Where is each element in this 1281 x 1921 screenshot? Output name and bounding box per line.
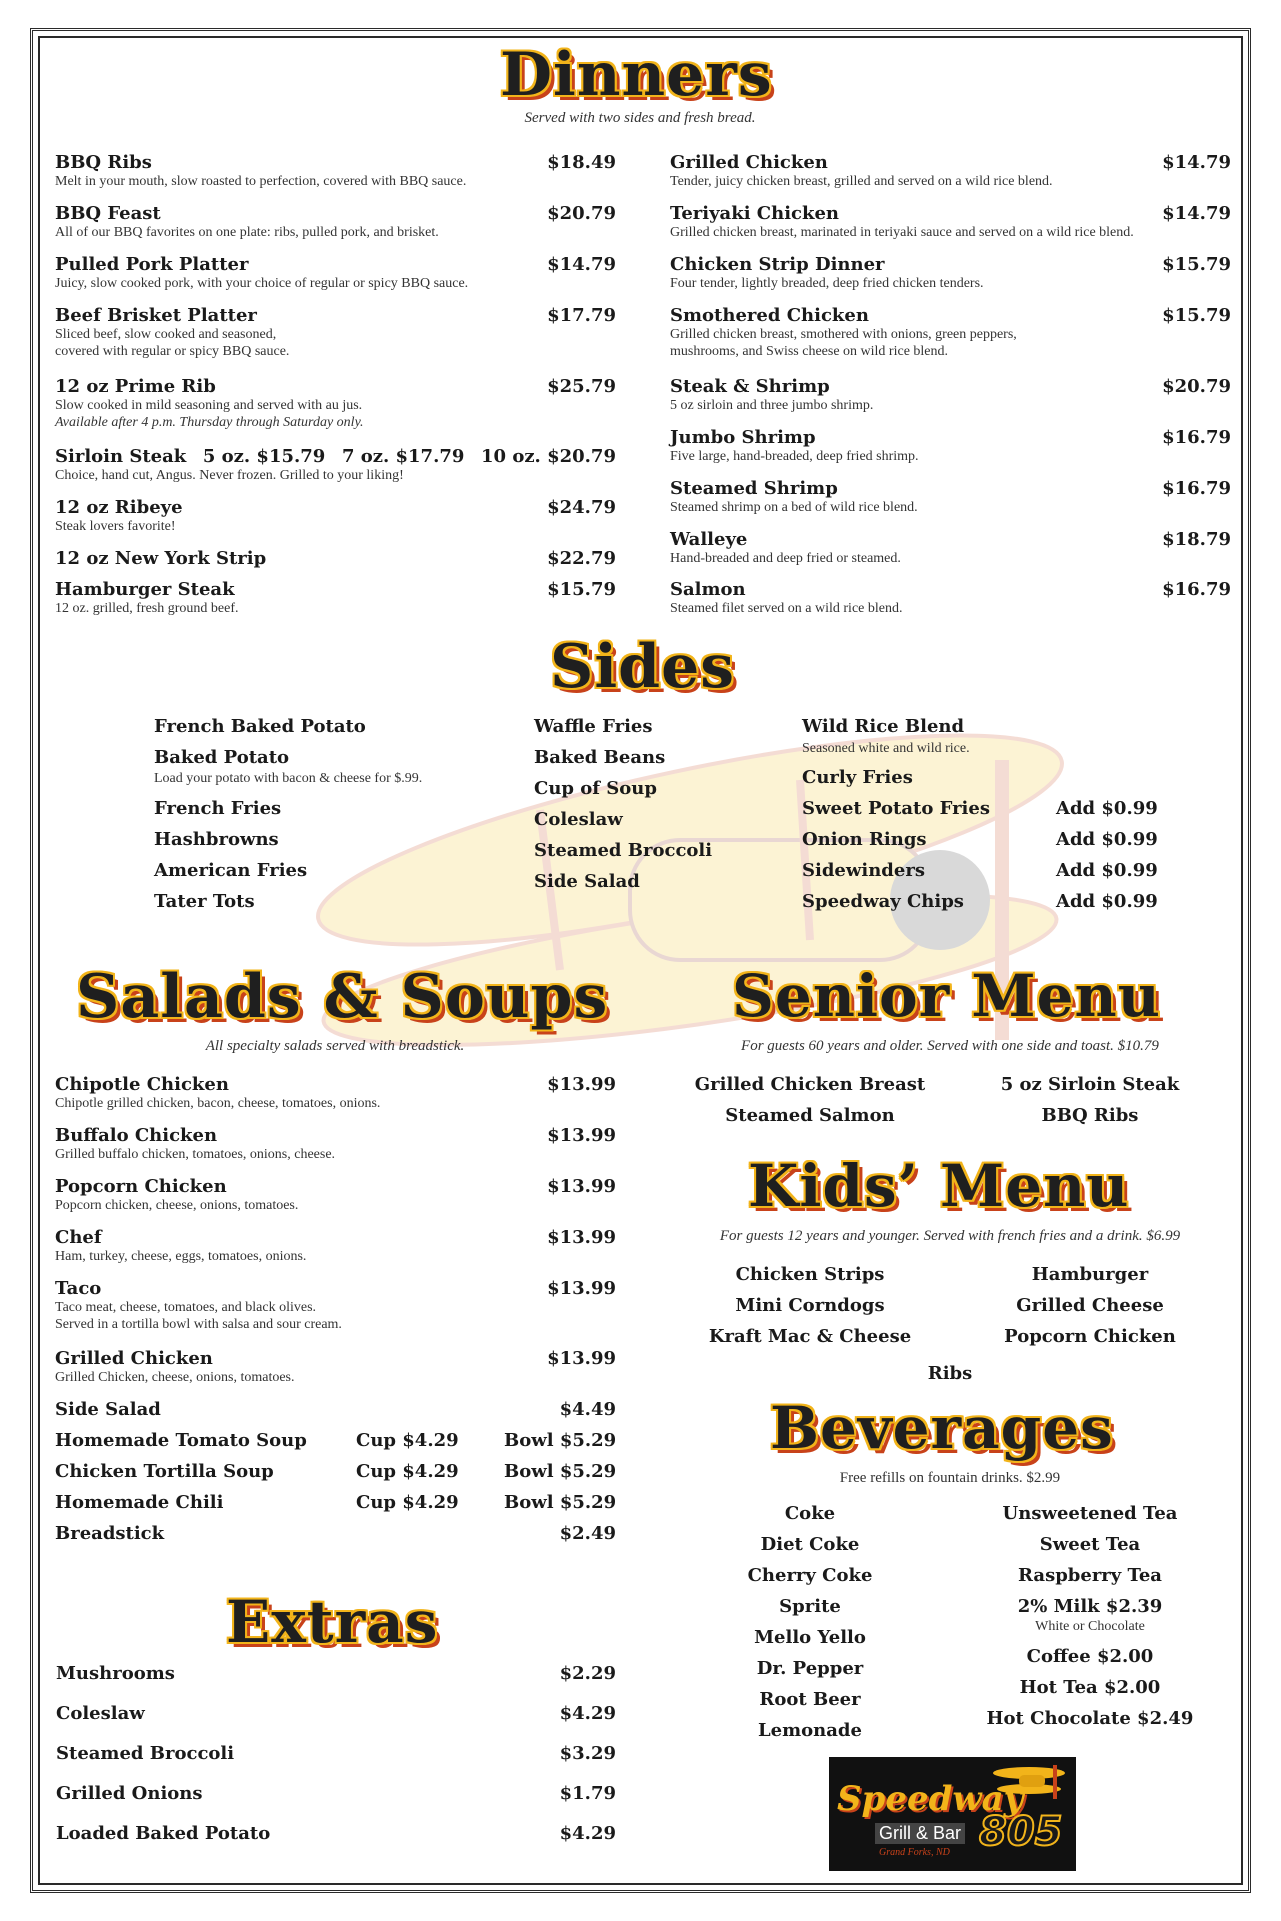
- dinner-item-price: $25.79: [547, 376, 616, 397]
- logo-grill-bar-text: Grill & Bar: [875, 1823, 965, 1844]
- salad-item-name: Chef: [55, 1227, 102, 1248]
- kids-item: Ribs: [927, 1363, 973, 1384]
- dinner-item-price: $16.79: [1162, 427, 1231, 448]
- extra-item-price: $2.29: [559, 1663, 616, 1684]
- dinner-item-price: $15.79: [1162, 254, 1231, 275]
- dinner-item-price: $16.79: [1162, 579, 1231, 600]
- salad-item: [55, 1348, 616, 1386]
- dinner-item: [670, 203, 1231, 241]
- kids-item: Grilled Cheese: [1016, 1295, 1164, 1316]
- dinner-item-description: Melt in your mouth, slow roasted to perfection, covered with BBQ sauce.: [55, 174, 467, 189]
- dinner-item: [55, 579, 616, 617]
- extra-item-name: Coleslaw: [56, 1703, 145, 1724]
- dinner-item-row: [55, 203, 616, 224]
- salad-item-description: Popcorn chicken, cheese, onions, tomatoes.: [55, 1198, 299, 1213]
- extras-heading: Extras: [226, 1588, 439, 1656]
- side-item: Cup of Soup: [534, 778, 657, 799]
- dinner-item-description: Slow cooked in mild seasoning and served with au jus.: [55, 398, 363, 413]
- dinner-item-name: Beef Brisket Platter: [55, 305, 257, 326]
- dinner-item-price: $15.79: [1162, 305, 1231, 326]
- dinner-item-price: $18.49: [547, 152, 616, 173]
- senior-menu-heading: Senior Menu: [732, 962, 1161, 1030]
- dinner-item: [55, 305, 616, 360]
- dinner-item: [670, 427, 1231, 465]
- dinner-item-row: [670, 305, 1231, 326]
- breadstick-name: Breadstick: [55, 1523, 165, 1544]
- dinner-item-row: [55, 579, 616, 600]
- dinner-item-name: Walleye: [670, 529, 748, 550]
- side-item: Onion Rings: [802, 829, 927, 850]
- dinner-item-description: covered with regular or spicy BBQ sauce.: [55, 344, 290, 359]
- dinner-item-description: Juicy, slow cooked pork, with your choice of regular or spicy BBQ sauce.: [55, 276, 469, 291]
- side-addon-price: Add $0.99: [1056, 860, 1158, 881]
- dinner-item-price: $14.79: [547, 254, 616, 275]
- extra-item-name: Loaded Baked Potato: [56, 1823, 271, 1844]
- side-addon-price: Add $0.99: [1056, 891, 1158, 912]
- dinner-option-price: 5 oz. $15.79: [202, 446, 326, 467]
- beverage-item: Mello Yello: [754, 1627, 866, 1648]
- dinner-item: [670, 254, 1231, 292]
- extra-item-price: $1.79: [559, 1783, 616, 1804]
- beverage-item: Hot Chocolate $2.49: [986, 1708, 1194, 1729]
- dinner-item: [670, 305, 1231, 360]
- side-item: Wild Rice Blend: [802, 716, 965, 737]
- beverage-item: Coffee $2.00: [1026, 1646, 1154, 1667]
- dinner-item: [670, 478, 1231, 516]
- dinner-item-price: $14.79: [1162, 203, 1231, 224]
- salad-item-description: Chipotle grilled chicken, bacon, cheese, tomatoes, onions.: [55, 1096, 381, 1111]
- salad-item-name: Buffalo Chicken: [55, 1125, 218, 1146]
- dinner-item-description: Grilled chicken breast, smothered with onions, green peppers,: [670, 327, 1017, 342]
- dinner-item-price: $24.79: [547, 497, 616, 518]
- kids-menu-heading: Kids’ Menu: [748, 1152, 1130, 1220]
- dinner-item-note: Available after 4 p.m. Thursday through Saturday only.: [55, 415, 364, 430]
- extra-item-name: Steamed Broccoli: [56, 1743, 235, 1764]
- salad-item-row: [55, 1176, 616, 1197]
- beverage-item: Root Beer: [759, 1689, 861, 1710]
- side-item-note: Seasoned white and wild rice.: [802, 741, 970, 756]
- salad-item-row: [55, 1227, 616, 1248]
- dinner-item-name: 12 oz New York Strip: [55, 548, 267, 569]
- dinner-item-name: Sirloin Steak: [55, 446, 187, 467]
- dinner-item-name: Salmon: [670, 579, 746, 600]
- salad-item-name: Grilled Chicken: [55, 1348, 213, 1369]
- salad-item-row: [55, 1125, 616, 1146]
- dinner-item-name: Steamed Shrimp: [670, 478, 838, 499]
- dinner-item-row: [55, 446, 616, 467]
- dinner-item-description: Five large, hand-breaded, deep fried shrimp.: [670, 449, 919, 464]
- dinner-item-row: [670, 579, 1231, 600]
- dinner-item-price: $14.79: [1162, 152, 1231, 173]
- salad-item-price: $13.99: [547, 1278, 616, 1299]
- salad-item-price: $13.99: [547, 1074, 616, 1095]
- dinner-item-row: [55, 305, 616, 326]
- dinner-option-price: 10 oz. $20.79: [481, 446, 616, 467]
- beverages-heading: Beverages: [770, 1394, 1114, 1462]
- side-item: Side Salad: [534, 871, 640, 892]
- extra-item-name: Grilled Onions: [56, 1783, 203, 1804]
- dinner-item-row: [670, 529, 1231, 550]
- side-item: Baked Potato: [154, 747, 290, 768]
- beverages-subtitle: Free refills on fountain drinks. $2.99: [839, 1470, 1061, 1486]
- soup-cup-price: Cup $4.29: [356, 1461, 459, 1482]
- beverage-item: Dr. Pepper: [756, 1658, 864, 1679]
- salad-item: [55, 1074, 616, 1112]
- side-item: Curly Fries: [802, 767, 913, 788]
- dinner-item: [670, 579, 1231, 617]
- kids-subtitle: For guests 12 years and younger. Served with french fries and a drink. $6.99: [719, 1228, 1181, 1244]
- beverage-item: Hot Tea $2.00: [1019, 1677, 1161, 1698]
- dinner-item-name: BBQ Ribs: [55, 152, 152, 173]
- salad-item-name: Chipotle Chicken: [55, 1074, 229, 1095]
- dinner-item-name: Pulled Pork Platter: [55, 254, 249, 275]
- salad-item-description: Taco meat, cheese, tomatoes, and black olives.: [55, 1300, 317, 1315]
- salad-item-description: Ham, turkey, cheese, eggs, tomatoes, onions.: [55, 1249, 307, 1264]
- side-item: Coleslaw: [534, 809, 623, 830]
- dinner-item: [670, 376, 1231, 414]
- dinner-item-price: $16.79: [1162, 478, 1231, 499]
- side-item: Baked Beans: [534, 747, 666, 768]
- dinner-option-price: 7 oz. $17.79: [341, 446, 465, 467]
- salad-item-description: Grilled Chicken, cheese, onions, tomatoes.: [55, 1370, 295, 1385]
- dinner-item-name: 12 oz Prime Rib: [55, 376, 216, 397]
- soup-bowl-price: Bowl $5.29: [504, 1430, 617, 1451]
- side-item: American Fries: [154, 860, 308, 881]
- dinner-item-price: $17.79: [547, 305, 616, 326]
- dinner-item-description: 5 oz sirloin and three jumbo shrimp.: [670, 398, 874, 413]
- salad-item-description: Grilled buffalo chicken, tomatoes, onions, cheese.: [55, 1147, 336, 1162]
- side-item: French Baked Potato: [154, 716, 366, 737]
- dinner-item-row: [670, 203, 1231, 224]
- dinner-item-description: Sliced beef, slow cooked and seasoned,: [55, 327, 277, 342]
- dinner-item: [55, 152, 616, 190]
- senior-subtitle: For guests 60 years and older. Served with one side and toast. $10.79: [741, 1038, 1159, 1054]
- beverage-item: Diet Coke: [760, 1534, 860, 1555]
- salad-item: [55, 1278, 616, 1333]
- extra-item-price: $3.29: [559, 1743, 616, 1764]
- senior-item: BBQ Ribs: [1041, 1105, 1139, 1126]
- beverage-item: Sweet Tea: [1039, 1534, 1141, 1555]
- kids-item: Chicken Strips: [735, 1264, 885, 1285]
- beverage-item: Raspberry Tea: [1018, 1565, 1162, 1586]
- salad-item-name: Taco: [55, 1278, 102, 1299]
- dinner-item-description: All of our BBQ favorites on one plate: ribs, pulled pork, and brisket.: [55, 225, 439, 240]
- salad-item: [55, 1227, 616, 1265]
- breadstick-price: $2.49: [559, 1523, 616, 1544]
- beverage-item: Cherry Coke: [747, 1565, 873, 1586]
- salad-item-price: $13.99: [547, 1227, 616, 1248]
- dinner-item-description: Four tender, lightly breaded, deep fried chicken tenders.: [670, 276, 984, 291]
- beverage-item: Sprite: [779, 1596, 841, 1617]
- beverage-item: Lemonade: [758, 1720, 862, 1741]
- salad-item-price: $13.99: [547, 1176, 616, 1197]
- salad-item: [55, 1399, 616, 1420]
- dinner-item: [55, 254, 616, 292]
- dinner-item-description: Steamed filet served on a wild rice blend.: [670, 601, 903, 616]
- dinner-item-description: mushrooms, and Swiss cheese on wild rice blend.: [670, 344, 949, 359]
- dinner-item-price: $22.79: [547, 548, 616, 569]
- salad-item: [55, 1176, 616, 1214]
- salads-subtitle: All specialty salads served with breadstick.: [205, 1038, 465, 1054]
- senior-item: Steamed Salmon: [725, 1105, 895, 1126]
- dinner-item: [55, 446, 616, 484]
- soup-cup-price: Cup $4.29: [356, 1492, 459, 1513]
- side-item: Steamed Broccoli: [534, 840, 713, 861]
- side-item: French Fries: [154, 798, 282, 819]
- dinner-item-row: [55, 497, 616, 518]
- dinner-item-description: Hand-breaded and deep fried or steamed.: [670, 551, 901, 566]
- milk-note: White or Chocolate: [1035, 1619, 1145, 1634]
- dinner-item-row: [670, 376, 1231, 397]
- dinner-item: [670, 529, 1231, 567]
- kids-item: Hamburger: [1031, 1264, 1149, 1285]
- soup-cup-price: Cup $4.29: [356, 1430, 459, 1451]
- logo-number-text: 805: [979, 1809, 1063, 1855]
- salad-item: [55, 1125, 616, 1163]
- extra-item-price: $4.29: [559, 1703, 616, 1724]
- salad-item-row: [55, 1348, 616, 1369]
- dinner-item-row: [670, 478, 1231, 499]
- sides-heading: Sides: [550, 632, 736, 702]
- dinner-item-name: 12 oz Ribeye: [55, 497, 183, 518]
- kids-item: Mini Corndogs: [735, 1295, 885, 1316]
- side-item-note: Load your potato with bacon & cheese for $.99.: [154, 771, 423, 786]
- dinner-item-price: $18.79: [1162, 529, 1231, 550]
- speedway-logo: [829, 1757, 1076, 1871]
- dinner-item-name: BBQ Feast: [55, 203, 161, 224]
- dinner-item-row: [670, 427, 1231, 448]
- dinner-item: [55, 376, 616, 431]
- dinner-item-row: [55, 376, 616, 397]
- dinners-subtitle: Served with two sides and fresh bread.: [524, 110, 756, 126]
- salad-item-name: Popcorn Chicken: [55, 1176, 227, 1197]
- dinner-item: [55, 548, 616, 569]
- side-item: Hashbrowns: [154, 829, 279, 850]
- dinner-item-name: Jumbo Shrimp: [670, 427, 816, 448]
- dinner-item-description: Choice, hand cut, Angus. Never frozen. Grilled to your liking!: [55, 468, 404, 483]
- extra-item-price: $4.29: [559, 1823, 616, 1844]
- side-item: Sidewinders: [802, 860, 925, 881]
- side-addon-price: Add $0.99: [1056, 798, 1158, 819]
- soup-bowl-price: Bowl $5.29: [504, 1492, 617, 1513]
- dinner-item: [55, 203, 616, 241]
- dinner-item-row: [670, 254, 1231, 275]
- dinner-item-row: [55, 254, 616, 275]
- dinner-item: [55, 497, 616, 535]
- dinner-item-price: $20.79: [547, 203, 616, 224]
- salads-soups-heading: Salads & Soups: [76, 962, 609, 1032]
- dinner-item-row: [670, 152, 1231, 173]
- beverage-item: 2% Milk $2.39: [1017, 1596, 1163, 1617]
- dinner-item-description: Tender, juicy chicken breast, grilled and served on a wild rice blend.: [670, 174, 1053, 189]
- side-item: Speedway Chips: [802, 891, 964, 912]
- dinner-item-row: [55, 152, 616, 173]
- soup-item-name: Homemade Tomato Soup: [55, 1430, 307, 1451]
- senior-item: 5 oz Sirloin Steak: [1000, 1074, 1180, 1095]
- dinner-item-price: $20.79: [1162, 376, 1231, 397]
- salad-item-price: $13.99: [547, 1348, 616, 1369]
- salad-item-row: [55, 1074, 616, 1095]
- dinner-item-name: Grilled Chicken: [670, 152, 828, 173]
- dinner-item: [670, 152, 1231, 190]
- dinner-item-name: Chicken Strip Dinner: [670, 254, 885, 275]
- salad-item-description: Served in a tortilla bowl with salsa and sour cream.: [55, 1317, 342, 1332]
- side-item: Waffle Fries: [534, 716, 653, 737]
- kids-item: Kraft Mac & Cheese: [708, 1326, 912, 1347]
- salad-item-price: $13.99: [547, 1125, 616, 1146]
- extra-item-name: Mushrooms: [56, 1663, 175, 1684]
- side-item: Tater Tots: [154, 891, 255, 912]
- dinner-item-description: Steamed shrimp on a bed of wild rice blend.: [670, 500, 918, 515]
- salad-item-price: $4.49: [559, 1399, 616, 1420]
- logo-speedway-text: Speedway: [837, 1779, 1024, 1819]
- side-addon-price: Add $0.99: [1056, 829, 1158, 850]
- dinner-item-row: [55, 548, 616, 569]
- dinner-item-description: Steak lovers favorite!: [55, 519, 176, 534]
- kids-item: Popcorn Chicken: [1004, 1326, 1176, 1347]
- salad-item-row: [55, 1278, 616, 1299]
- beverage-item: Coke: [784, 1503, 836, 1524]
- dinner-item-description: 12 oz. grilled, fresh ground beef.: [55, 601, 239, 616]
- dinner-item-name: Steak & Shrimp: [670, 376, 830, 397]
- dinners-heading: Dinners: [500, 40, 773, 110]
- dinner-item-name: Teriyaki Chicken: [670, 203, 840, 224]
- senior-item: Grilled Chicken Breast: [694, 1074, 926, 1095]
- soup-item-name: Homemade Chili: [55, 1492, 224, 1513]
- dinner-item-name: Hamburger Steak: [55, 579, 235, 600]
- beverage-item: Unsweetened Tea: [1002, 1503, 1178, 1524]
- dinner-item-description: Grilled chicken breast, marinated in teriyaki sauce and served on a wild rice blend.: [670, 225, 1134, 240]
- soup-item-name: Chicken Tortilla Soup: [55, 1461, 274, 1482]
- salad-item-name: Side Salad: [55, 1399, 161, 1420]
- logo-town-text: Grand Forks, ND: [879, 1847, 950, 1858]
- dinner-item-name: Smothered Chicken: [670, 305, 869, 326]
- soup-bowl-price: Bowl $5.29: [504, 1461, 617, 1482]
- salad-item-row: [55, 1399, 616, 1420]
- side-item: Sweet Potato Fries: [802, 798, 990, 819]
- dinner-item-price: $15.79: [547, 579, 616, 600]
